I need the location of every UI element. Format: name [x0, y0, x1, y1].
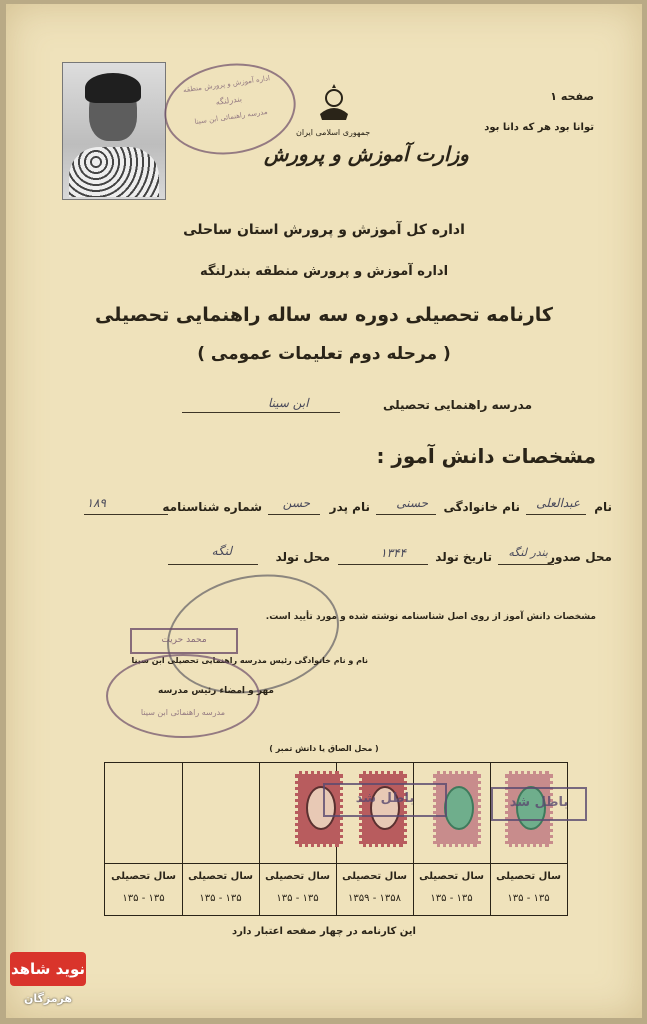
photo-seal-stamp: اداره آموزش و پرورش منطقه بندرلنگه مدرسه راهنمائی ابن سینا: [158, 55, 301, 162]
title-line-2: اداره آموزش و پرورش منطقه بندرلنگه: [199, 264, 449, 279]
birth-place-label: محل تولد: [275, 550, 330, 564]
year-label: سال تحصیلی: [188, 871, 253, 882]
validity-note: این کارنامه در چهار صفحه اعتبار دارد: [232, 926, 416, 937]
father-value: حسن: [282, 496, 310, 510]
student-section-title: مشخصات دانش آموز :: [376, 444, 596, 468]
motto: توانا بود هر که دانا بود: [484, 122, 594, 133]
void-overprint-stamp-1: باطل شد: [491, 787, 587, 821]
stamp-area-caption: ( محل الصاق یا دانش تمبر ): [269, 744, 379, 753]
school-label: مدرسه راهنمایی تحصیلی: [382, 398, 532, 412]
father-label: نام پدر: [329, 500, 370, 514]
issue-place-label: محل صدور: [548, 550, 612, 564]
birth-place-value: لنگه: [211, 544, 232, 558]
year-value: ۱۳۵ - ۱۳۵: [430, 893, 473, 904]
school-seal-stamp: مدرسه راهنمائی ابن سینا: [106, 654, 260, 738]
year-label: سال تحصیلی: [419, 871, 484, 882]
year-label: سال تحصیلی: [496, 871, 561, 882]
issue-place-value: بندر لنگه: [508, 546, 548, 559]
student-photo: [62, 62, 166, 200]
stamp-grid: [104, 762, 568, 916]
void-overprint-stamp-2: باطل شد: [323, 783, 447, 817]
year-value: ۱۳۵ - ۱۳۵: [199, 893, 242, 904]
year-label: سال تحصیلی: [342, 871, 407, 882]
first-name-label: نام: [594, 500, 612, 514]
principal-name-stamp: محمد حریت: [130, 628, 238, 654]
year-value: ۱۳۵ - ۱۳۵: [276, 893, 319, 904]
page-number: صفحه ۱: [550, 90, 594, 103]
emblem-caption: جمهوری اسلامی ایران: [296, 128, 371, 137]
signature-label: مهر و امضاء رئیس مدرسه: [158, 686, 274, 696]
year-value: ۱۳۵ - ۱۳۵: [507, 893, 550, 904]
birth-date-value: ۱۳۴۴: [380, 546, 406, 560]
title-line-1: اداره کل آموزش و پرورش استان ساحلی: [183, 222, 465, 238]
report-card-page: [6, 4, 642, 1018]
navid-shahed-logo: نوید شاهد هرمزگان: [10, 952, 86, 1012]
year-value: ۱۳۵ - ۱۳۵: [122, 893, 165, 904]
year-value: ۱۳۵۸ - ۱۳۵۹: [348, 893, 401, 904]
first-name-value: عبدالعلی: [536, 496, 580, 510]
id-label: شماره شناسنامه: [162, 500, 262, 514]
ministry-title: وزارت آموزش و پرورش: [264, 142, 469, 166]
birth-date-label: تاریخ تولد: [435, 550, 492, 564]
id-value: ۱۸۹: [86, 496, 106, 510]
lion-sun-emblem-icon: [312, 84, 356, 128]
year-label: سال تحصیلی: [265, 871, 330, 882]
main-title: کارنامه تحصیلی دوره سه ساله راهنمایی تحصیلی: [95, 304, 553, 326]
principal-label: نام و نام خانوادگی رئیس مدرسه راهنمایی تحصیلی ابن سینا: [131, 656, 368, 665]
family-value: حسنی: [396, 496, 428, 510]
verification-text: مشخصات دانش آموز از روی اصل شناسنامه نوشته شده و مورد تأیید است.: [265, 612, 596, 622]
year-label: سال تحصیلی: [111, 871, 176, 882]
school-name: ابن سینا: [268, 396, 309, 410]
subtitle: ( مرحله دوم تعلیمات عمومی ): [197, 344, 451, 364]
family-label: نام خانوادگی: [443, 500, 520, 514]
